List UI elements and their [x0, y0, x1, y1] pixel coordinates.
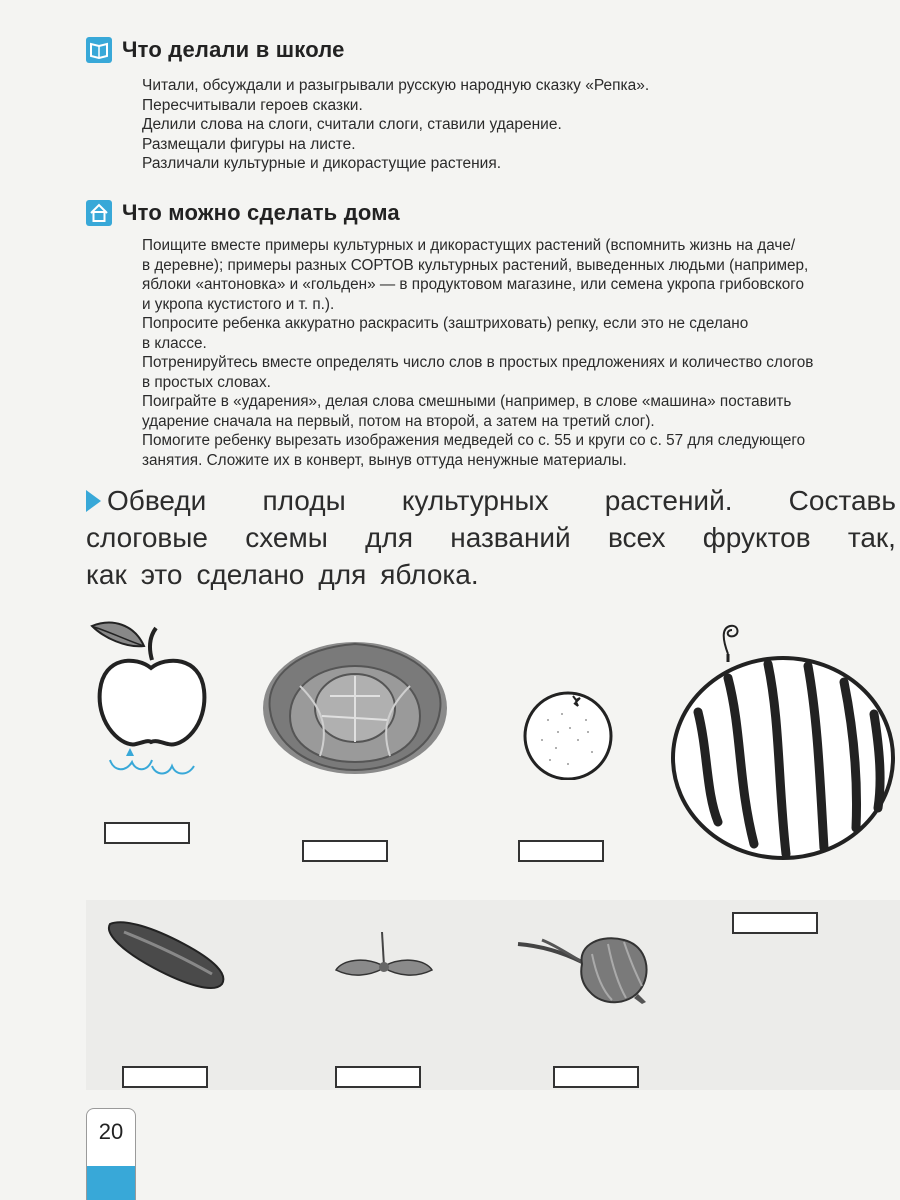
- task-word: плоды: [262, 485, 346, 516]
- task-word: для: [318, 559, 367, 590]
- task-word: так,: [847, 522, 896, 553]
- task-line-3: [86, 556, 896, 593]
- page-number: 20: [98, 1119, 124, 1144]
- answer-box-cucumber[interactable]: [122, 1066, 208, 1088]
- onion-icon[interactable]: [512, 934, 652, 1014]
- task-arrow-icon: [86, 490, 101, 512]
- task-word: Обведи: [86, 482, 206, 519]
- task-word: всех: [607, 522, 666, 553]
- school-line: Читали, обсуждали и разыгрывали русскую народную сказку «Репка».: [142, 77, 650, 94]
- school-section-header: [86, 37, 345, 63]
- answer-box-watermelon[interactable]: [732, 912, 818, 934]
- school-section-text: [142, 76, 842, 174]
- book-icon: [86, 37, 112, 63]
- home-line: в классе.: [142, 334, 207, 352]
- home-line: в деревне); примеры разных СОРТОВ культурных растений, выведенных людьми (например,: [142, 256, 809, 274]
- answer-box-maple-seed[interactable]: [335, 1066, 421, 1088]
- home-line: ударение сначала на первый, потом на второй, а затем на третий слог).: [142, 412, 655, 430]
- task-word: Составь: [788, 485, 896, 516]
- home-line: Попросите ребенка аккуратно раскрасить (заштриховать) репку, если это не сделано: [142, 315, 749, 332]
- task-word: для: [365, 522, 413, 553]
- home-line: и укропа кустистого и т. п.).: [142, 295, 335, 313]
- page-number-tab: [86, 1108, 136, 1200]
- home-line: в простых словах.: [142, 373, 271, 391]
- answer-box-onion[interactable]: [553, 1066, 639, 1088]
- task-word: схемы: [245, 522, 328, 553]
- home-line: яблоки «антоновка» и «гольден» — в продуктовом магазине, или семена укропа грибовского: [142, 276, 805, 293]
- school-line: Пересчитывали героев сказки.: [142, 96, 363, 114]
- home-line: Поищите вместе примеры культурных и дикорастущих растений (вспомнить жизнь на даче/: [142, 237, 796, 254]
- maple-seed-icon[interactable]: [334, 926, 434, 986]
- task-word: слоговые: [86, 522, 208, 553]
- home-section-header: [86, 200, 400, 226]
- task-word: растений.: [604, 485, 733, 516]
- task-word: культурных: [401, 485, 549, 516]
- task-word: названий: [450, 522, 571, 553]
- watermelon-icon[interactable]: [668, 622, 900, 862]
- school-section-title: Что делали в школе: [122, 37, 345, 62]
- cucumber-icon[interactable]: [104, 914, 230, 994]
- task-line-1: [86, 482, 896, 519]
- task-word: как: [86, 559, 127, 590]
- task-instruction: [86, 482, 896, 593]
- answer-box-apple[interactable]: [104, 822, 190, 844]
- answer-box-orange[interactable]: [518, 840, 604, 862]
- school-line: Размещали фигуры на листе.: [142, 135, 356, 153]
- task-word: фруктов: [702, 522, 811, 553]
- home-section-text: [142, 236, 894, 470]
- home-line: Потренируйтесь вместе определять число слов в простых предложениях и количество слогов: [142, 354, 814, 371]
- task-word: это: [140, 559, 183, 590]
- task-word: яблока.: [380, 559, 479, 590]
- apple-icon[interactable]: [86, 618, 216, 788]
- cabbage-icon[interactable]: [260, 636, 450, 776]
- home-section-title: Что можно сделать дома: [122, 200, 400, 225]
- task-line-2: [86, 519, 896, 556]
- answer-box-cabbage[interactable]: [302, 840, 388, 862]
- school-line: Делили слова на слоги, считали слоги, ставили ударение.: [142, 116, 562, 133]
- page-number-accent: [87, 1166, 135, 1200]
- house-icon: [86, 200, 112, 226]
- orange-icon[interactable]: [518, 690, 618, 780]
- home-line: занятия. Сложите их в конверт, вынув оттуда ненужные материалы.: [142, 451, 627, 469]
- home-line: Помогите ребенку вырезать изображения медведей со с. 55 и круги со с. 57 для следующего: [142, 432, 806, 449]
- task-word: сделано: [196, 559, 305, 590]
- school-line: Различали культурные и дикорастущие растения.: [142, 155, 502, 172]
- home-line: Поиграйте в «ударения», делая слова смешными (например, в слове «машина» поставить: [142, 393, 792, 410]
